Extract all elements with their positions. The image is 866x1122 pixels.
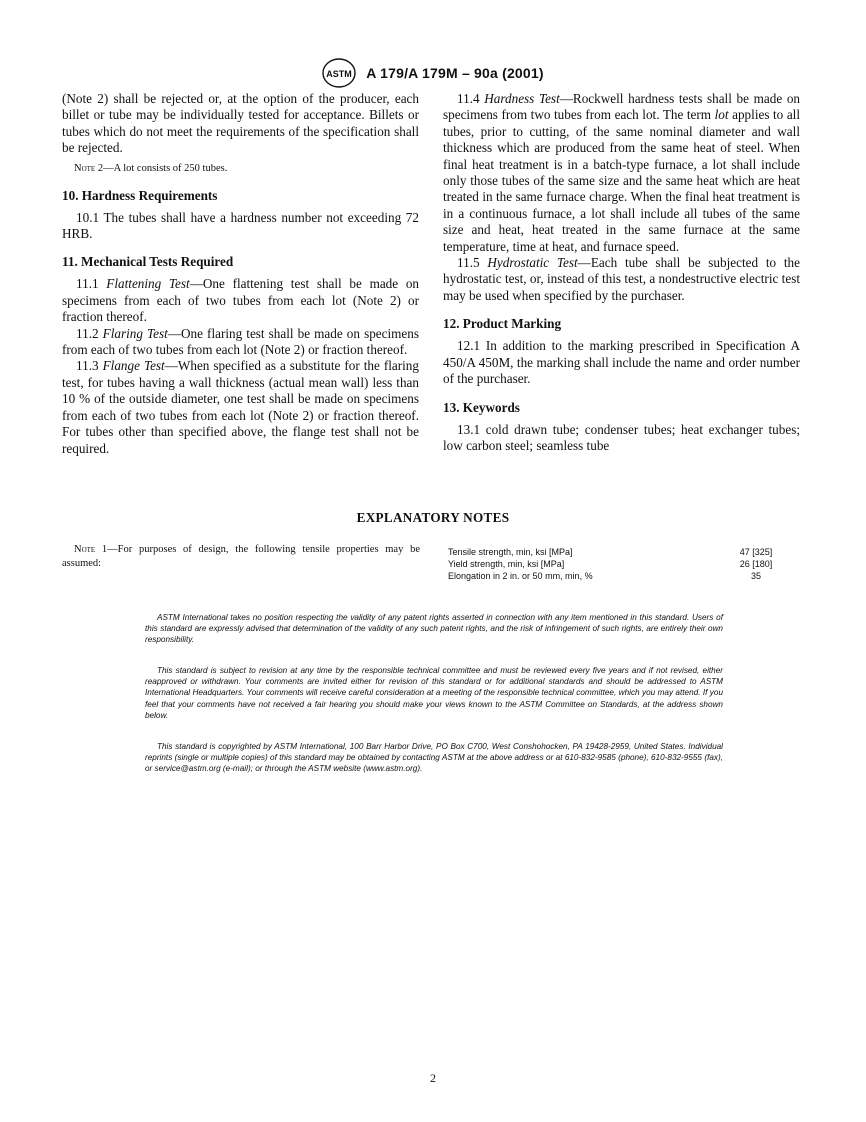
para-11-5-text: —Each tube shall be subjected to the hydrostatic test, or, instead of this test, a nondestructive electric test may be used when specified by the purchaser. [443,255,800,303]
para-11-1 [62,276,419,325]
page-header [0,58,866,88]
section-12-heading: 12. Product Marking [443,316,562,332]
astm-logo-icon [322,58,356,88]
para-11-3 [62,358,419,456]
para-11-4-text-a: —Rockwell hardness tests shall be made on specimens from two tubes from each lot. The term [443,91,801,123]
note-2-label: Note 2 [74,162,104,174]
para-11-4-num: 11.4 [457,91,480,106]
section-13-heading: 13. Keywords [443,399,520,415]
property-label: Tensile strength, min, ksi [MPa] [448,547,573,557]
standard-designation: A 179/A 179M – 90a (2001) [366,65,544,81]
property-value: 26 [180] [739,559,773,569]
para-11-2-term: Flaring Test [102,325,168,341]
para-11-4-lot: lot [714,107,729,123]
page-number: 2 [430,1071,436,1085]
para-11-2 [62,326,419,359]
legal-paragraph-3: This standard is copyrighted by ASTM International, 100 Barr Harbor Drive, PO Box C700, West Conshohocken, PA 19428-2959, United States. Individual reprints (single or multiple copies) of this standard may be obtained by contacting ASTM at the above address or at 610-832-9585 (phone), 610-832-9555 (fax), or service@astm.org (e-mail); or through the ASTM website (www.astm.org). [145,742,723,774]
para-11-5-num: 11.5 [457,255,480,271]
para-11-1-term: Flattening Test [106,276,190,292]
section-10-heading: 10. Hardness Requirements [62,187,218,203]
right-column [443,91,800,454]
para-11-4-term: Hardness Test [484,91,560,106]
patent-disclaimer [145,612,723,646]
note-1-text: —For purposes of design, the following tensile properties may be assumed: [62,544,420,569]
explanatory-notes-title: EXPLANATORY NOTES [356,510,510,525]
table-row [448,546,786,558]
continued-paragraph: (Note 2) shall be rejected or, at the option of the producer, each billet or tube may be individually tested for acceptance. Billets or tubes which do not meet the requirements of the specification shall be rejected. [62,91,419,156]
property-value: 47 [325] [739,547,773,557]
property-label: Yield strength, min, ksi [MPa] [448,559,565,569]
section-11-heading: 11. Mechanical Tests Required [62,254,234,270]
table-row [448,558,786,570]
para-11-4 [443,91,800,255]
legal-paragraph-2: This standard is subject to revision at any time by the responsible technical committee and must be reviewed every five years and if not revised, either reapproved or withdrawn. Your comments are invited either for revision of this standard or for additional standards and should be addressed to ASTM International Headquarters. Your comments will receive careful consideration at a meeting of the responsible technical committee, which you may attend. If you feel that your comments have not received a fair hearing you should make your views known to the ASTM Committee on Standards, at the address shown below. [145,666,723,720]
para-11-5-term: Hydrostatic Test [487,255,578,271]
para-11-5 [443,255,800,304]
para-11-2-text: —One flaring test shall be made on specimens from each of two tubes from each lot (Note 2) or fraction thereof. [62,325,420,358]
para-12-1: 12.1 In addition to the marking prescribed in Specification A 450/A 450M, the marking shall include the name and order number of the purchaser. [443,338,800,387]
para-11-1-text: —One flattening test shall be made on specimens from each of two tubes from each lot (Note 2) or fraction thereof. [62,276,420,325]
para-11-3-term: Flange Test [102,358,165,374]
property-value: 35 [750,571,761,581]
left-column [62,91,419,457]
tensile-properties-table [448,546,786,582]
para-11-4-text-b: applies to all tubes, prior to cutting, of the same nominal diameter and wall thickness which are produced from the same heat of steel. When final heat treatment is in a batch-type furnace, a lot shall include only those tubes of the same size and the same heat which are heat treated in the same furnace charge. When the final heat treatment is in a continuous furnace, a lot shall include all tubes of the same size and heat, heat treated in the same furnace at the same temperature, time at heat, and furnace speed. [443,107,801,254]
note-2-text: —A lot consists of 250 tubes. [103,162,228,174]
revision-notice [145,665,723,721]
copyright-notice [145,741,723,775]
para-11-1-num: 11.1 [76,276,99,292]
note-1-label: Note 1 [74,544,108,555]
para-11-3-text: —When specified as a substitute for the flaring test, for tubes having a wall thickness (actual mean wall) less than 10 % of the outside diameter, one test shall be made on specimens from each of two tubes from each lot (Note 2) or fraction thereof. For tubes other than specified above, the flange test shall not be required. [62,358,419,456]
table-row [448,570,786,582]
para-11-2-num: 11.2 [76,325,99,341]
explanatory-note-1 [62,543,420,571]
para-13-1: 13.1 cold drawn tube; condenser tubes; heat exchanger tubes; low carbon steel; seamless tube [443,421,800,453]
para-10-1: 10.1 The tubes shall have a hardness number not exceeding 72 HRB. [62,209,419,242]
note-2 [62,162,419,176]
svg-text:ASTM: ASTM [326,69,352,79]
para-11-3-num: 11.3 [76,358,99,374]
property-label: Elongation in 2 in. or 50 mm, min, % [448,571,593,581]
legal-paragraph-1: ASTM International takes no position respecting the validity of any patent rights asserted in connection with any item mentioned in this standard. Users of this standard are expressly advised that determination of the validity of any such patent rights, and the risk of infringement of such rights, are entirely their own responsibility. [145,613,723,645]
